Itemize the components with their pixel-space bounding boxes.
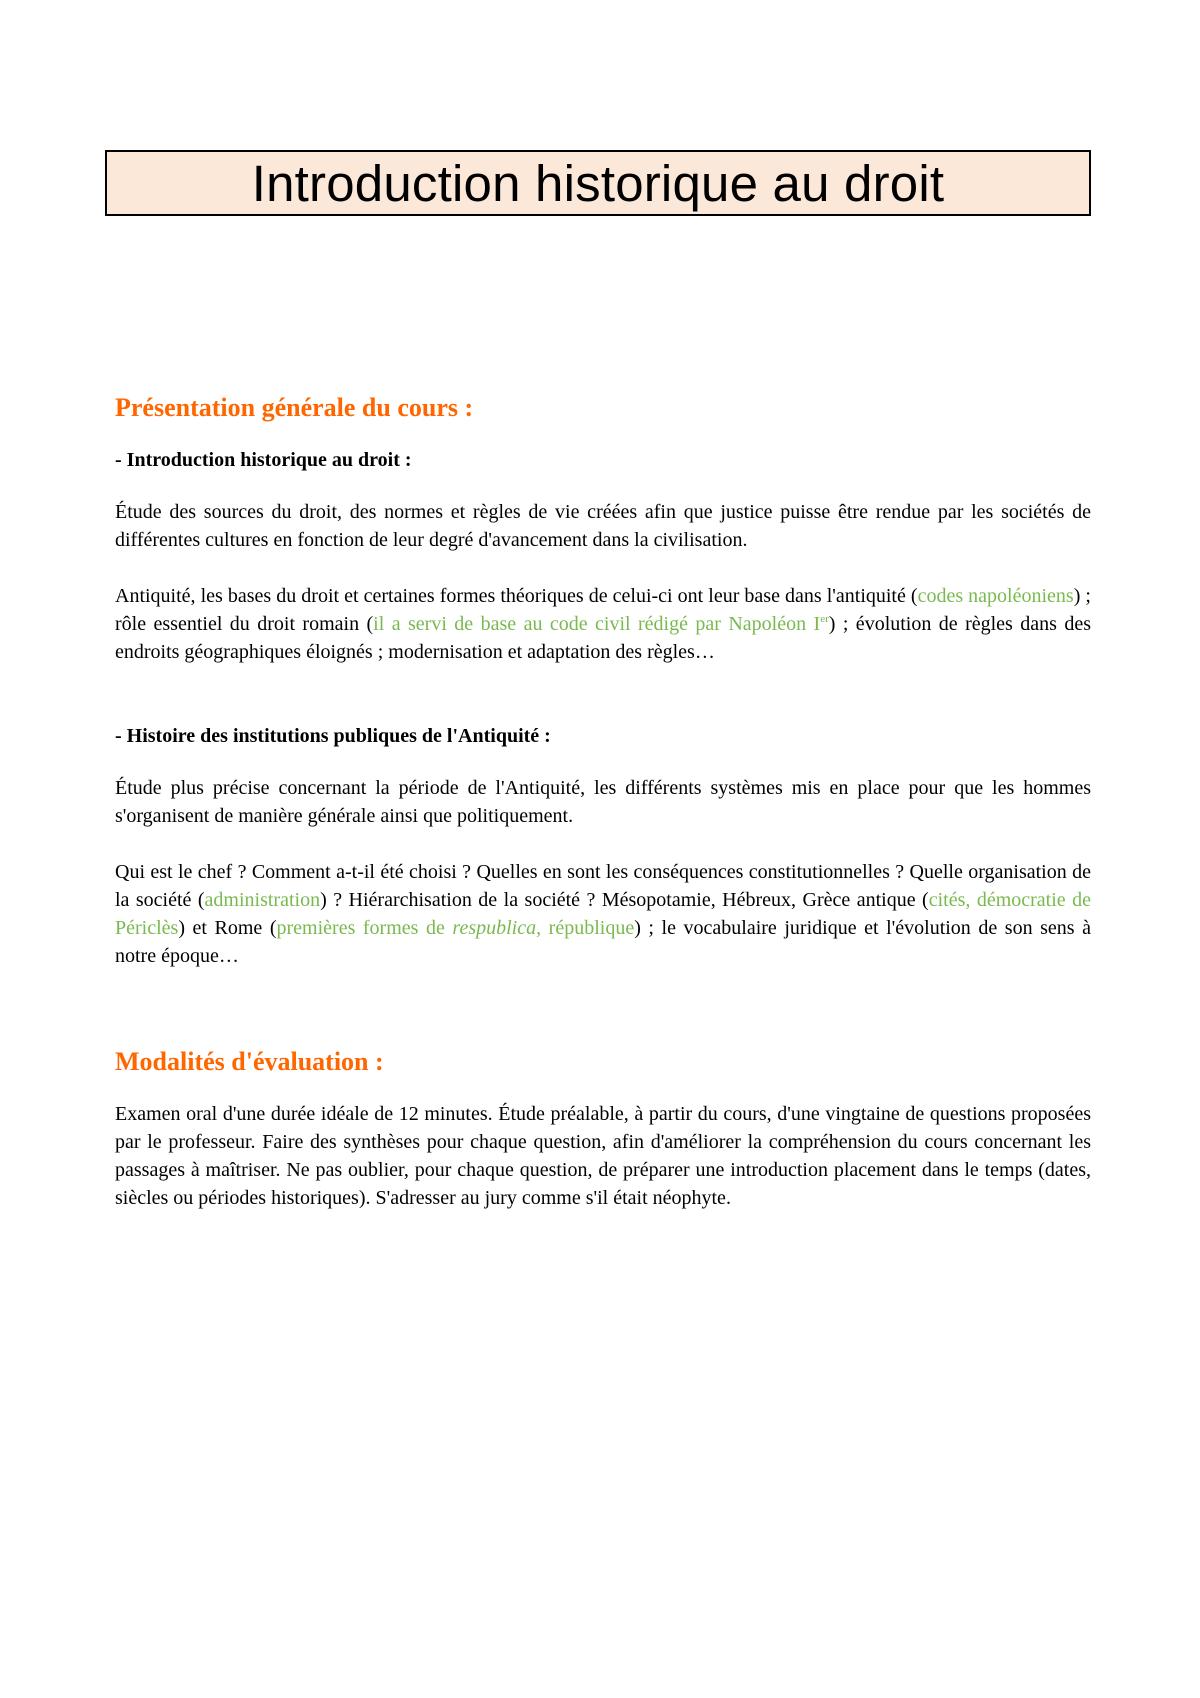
subheading-histoire-institutions: - Histoire des institutions publiques de l'Antiquité : bbox=[115, 725, 551, 747]
text-segment: ) et Rome ( bbox=[178, 917, 277, 939]
annotation-respublica-italic: respublica, bbox=[452, 917, 542, 939]
document-title: Introduction historique au droit bbox=[251, 154, 945, 212]
paragraph-histoire-periode: Étude plus précise concernant la période de l'Antiquité, les différents systèmes mis en place pour que les hommes s'organisent de manière générale ainsi que politiquement. bbox=[115, 777, 1091, 827]
section-heading-evaluation: Modalités d'évaluation : bbox=[115, 1047, 384, 1076]
annotation-code-civil bbox=[373, 613, 829, 635]
annotation-code-civil-text: il a servi de base au code civil rédigé par Napoléon I bbox=[373, 613, 821, 635]
text-segment: Antiquité, les bases du droit et certaines formes théoriques de celui-ci ont leur base dans l'antiquité ( bbox=[115, 585, 918, 607]
paragraph-introduction-antiquite bbox=[115, 582, 1091, 666]
subheading-introduction: - Introduction historique au droit : bbox=[115, 449, 412, 471]
annotation-respublica-start: premières formes de bbox=[276, 917, 453, 939]
text-segment: ) ; rôle essentiel du droit romain ( bbox=[115, 585, 1091, 635]
text-segment: ) ; évolution de règles dans des endroits géographiques éloignés ; modernisation et adaptation des règles… bbox=[115, 613, 1092, 663]
annotation-administration: administration bbox=[204, 889, 321, 911]
text-segment: ) ; le vocabulaire juridique et l'évolution de son sens à notre époque… bbox=[115, 917, 1092, 967]
text-segment: Qui est le chef ? Comment a-t-il été choisi ? Quelles en sont les conséquences constitutionnelles ? Quelle organisation de la société ( bbox=[115, 861, 1091, 911]
section-heading-presentation: Présentation générale du cours : bbox=[115, 393, 474, 422]
annotation-codes-napoleoniens: codes napoléoniens bbox=[917, 585, 1074, 607]
document-body bbox=[115, 390, 1091, 1212]
annotation-respublica-end: république bbox=[541, 917, 635, 939]
text-segment: ) ? Hiérarchisation de la société ? Mésopotamie, Hébreux, Grèce antique ( bbox=[320, 889, 929, 911]
annotation-respublica bbox=[277, 917, 635, 939]
superscript-er: er bbox=[820, 613, 829, 625]
paragraph-introduction-sources: Étude des sources du droit, des normes et règles de vie créées afin que justice puisse être rendue par les sociétés de différentes cultures en fonction de leur degré d'avancement dans la civilisation. bbox=[115, 501, 1091, 551]
title-box bbox=[105, 150, 1091, 216]
paragraph-histoire-questions bbox=[115, 858, 1091, 970]
annotation-cites-democratie: cités, démocratie de Périclès bbox=[115, 889, 1091, 939]
paragraph-evaluation: Examen oral d'une durée idéale de 12 minutes. Étude préalable, à partir du cours, d'une vingtaine de questions proposées par le professeur. Faire des synthèses pour chaque question, afin d'améliorer la compréhension du cours concernant les passages à maîtriser. Ne pas oublier, pour chaque question, de préparer une introduction placement dans le temps (dates, siècles ou périodes historiques). S'adresser au jury comme s'il était néophyte. bbox=[115, 1103, 1091, 1209]
